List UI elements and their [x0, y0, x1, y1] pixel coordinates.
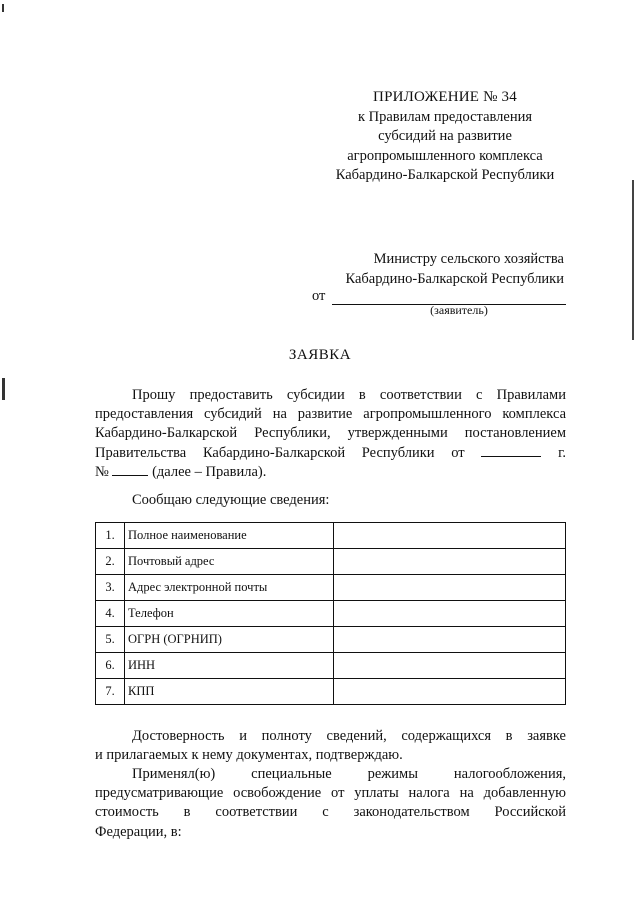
paragraph-line: предусматривающие освобождение от уплаты налога на добавленную [95, 785, 566, 802]
confirmation-paragraph [95, 727, 566, 765]
paragraph-text: Правительства Кабардино-Балкарской Республики от [95, 444, 465, 461]
table-row [96, 653, 566, 679]
appendix-line: Кабардино-Балкарской Республики [335, 167, 555, 183]
row-value[interactable] [334, 601, 566, 627]
row-label: КПП [125, 679, 334, 705]
row-value[interactable] [334, 575, 566, 601]
scan-mark-top [2, 4, 4, 12]
paragraph-text: (далее – Правила). [152, 463, 267, 480]
row-value[interactable] [334, 679, 566, 705]
row-value[interactable] [334, 523, 566, 549]
paragraph-line: Применял(ю) специальные режимы налогообложения, [132, 766, 566, 782]
paragraph-line: предоставления субсидий на развитие агропромышленного комплекса [95, 406, 566, 423]
appendix-line: агропромышленного комплекса [347, 147, 543, 164]
paragraph-line [95, 444, 566, 463]
paragraph-line: Федерации, в: [95, 823, 182, 840]
row-number: 1. [96, 523, 125, 549]
row-number: 3. [96, 575, 125, 601]
appendix-title: ПРИЛОЖЕНИЕ № 34 [373, 89, 517, 105]
row-value[interactable] [334, 549, 566, 575]
from-label: от [312, 288, 326, 304]
info-intro-text: Сообщаю следующие сведения: [132, 492, 330, 508]
table-row [96, 679, 566, 705]
applicant-info-table [95, 522, 566, 705]
row-label: Почтовый адрес [125, 549, 334, 575]
applicant-caption: (заявитель) [430, 303, 488, 317]
paragraph-line [95, 463, 566, 482]
row-label: ИНН [125, 653, 334, 679]
paragraph-line: стоимость в соответствии с законодательством Российской [95, 804, 566, 821]
paragraph-text: г. [558, 444, 566, 461]
row-number: 2. [96, 549, 125, 575]
appendix-line: к Правилам предоставления [357, 108, 533, 125]
row-label: Телефон [125, 601, 334, 627]
paragraph-line: Достоверность и полноту сведений, содержащихся в заявке [132, 728, 566, 744]
paragraph-line: и прилагаемых к нему документах, подтверждаю. [95, 747, 403, 764]
paragraph-line: Кабардино-Балкарской Республики, утвержденными постановлением [95, 425, 566, 442]
row-label: Адрес электронной почты [125, 575, 334, 601]
row-number: 7. [96, 679, 125, 705]
scan-mark-right [632, 180, 634, 340]
row-number: 4. [96, 601, 125, 627]
appendix-block [330, 88, 560, 186]
paragraph-text: № [95, 463, 109, 480]
table-row [96, 601, 566, 627]
number-blank[interactable] [112, 463, 148, 476]
addressee-line: Кабардино-Балкарской Республики [345, 270, 564, 287]
row-label: Полное наименование [125, 523, 334, 549]
table-row [96, 549, 566, 575]
scan-mark-left [2, 378, 5, 400]
request-paragraph [95, 386, 566, 482]
info-intro [95, 491, 566, 510]
appendix-line: субсидий на развитие [378, 128, 512, 144]
addressee-block [304, 250, 564, 289]
row-number: 5. [96, 627, 125, 653]
row-value[interactable] [334, 627, 566, 653]
row-number: 6. [96, 653, 125, 679]
tax-regime-paragraph [95, 765, 566, 842]
date-blank[interactable] [481, 444, 541, 457]
table-row [96, 523, 566, 549]
table-row [96, 627, 566, 653]
table-row [96, 575, 566, 601]
paragraph-line: Прошу предоставить субсидии в соответствии с Правилами [132, 387, 566, 403]
row-value[interactable] [334, 653, 566, 679]
row-label: ОГРН (ОГРНИП) [125, 627, 334, 653]
document-heading: ЗАЯВКА [288, 347, 352, 363]
addressee-line: Министру сельского хозяйства [373, 251, 564, 267]
